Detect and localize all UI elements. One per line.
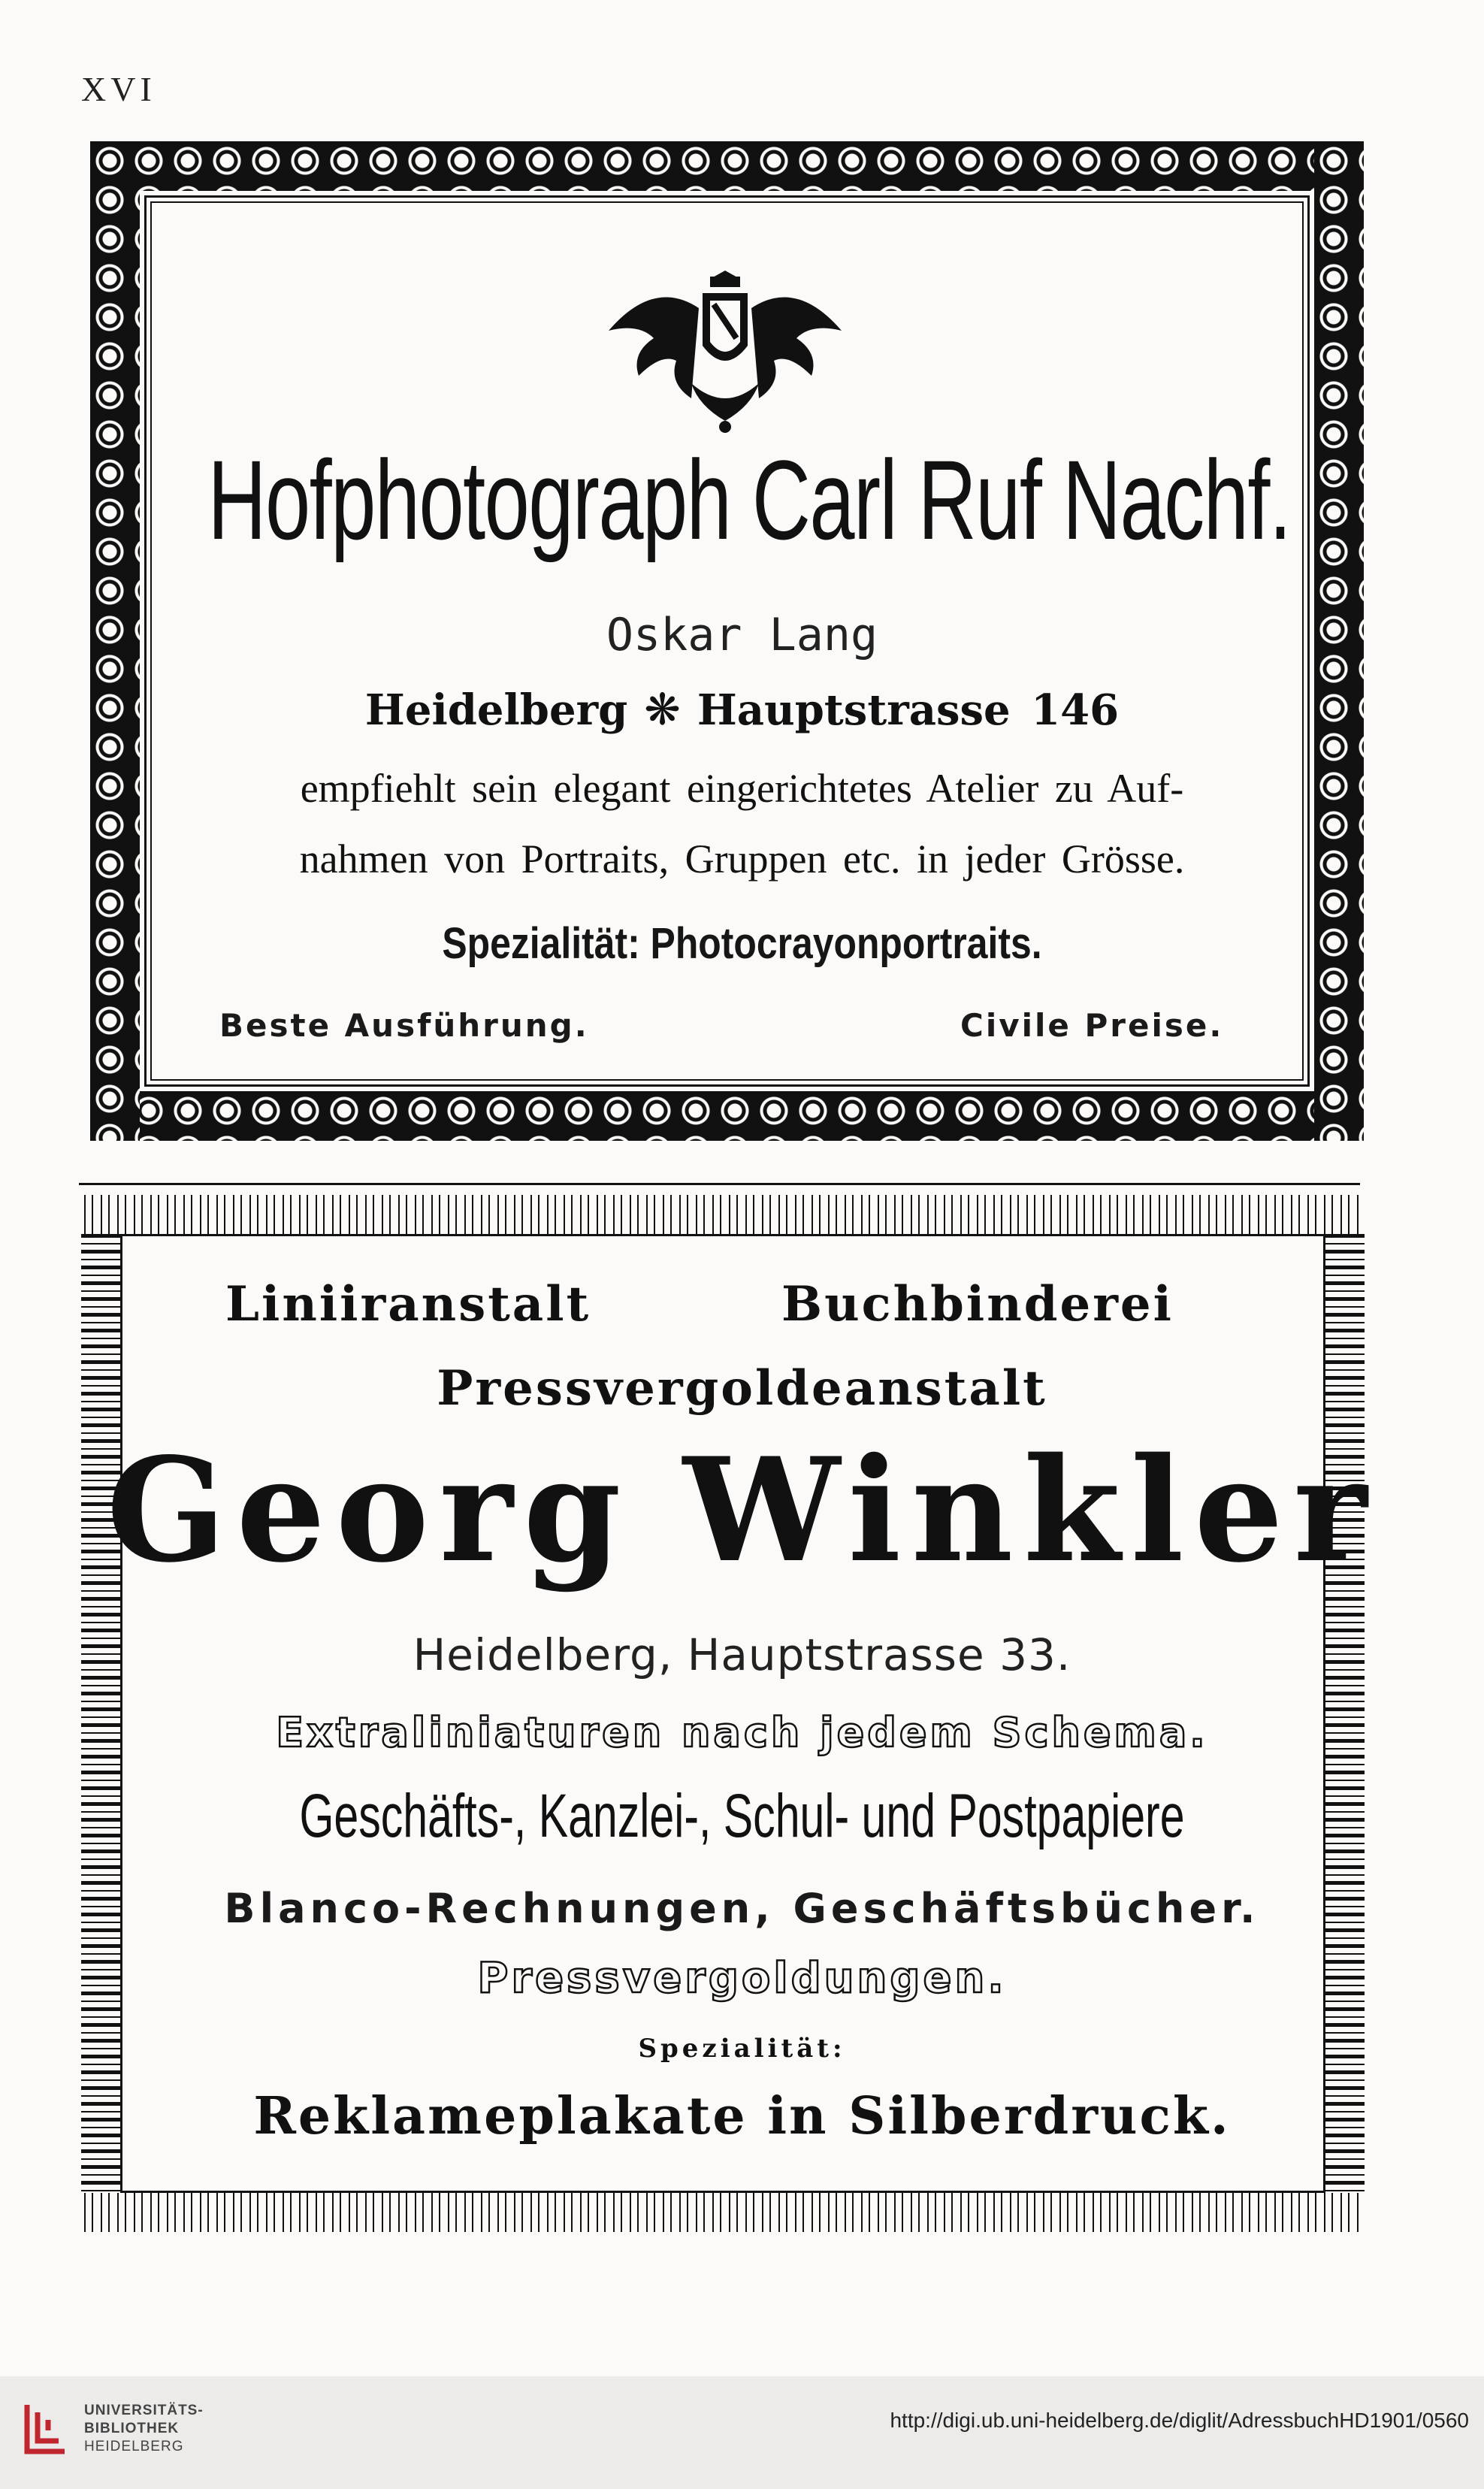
coat-of-arms-icon (601, 256, 849, 436)
library-name-line-3: HEIDELBERG (84, 2439, 184, 2454)
quality-note: Beste Ausführung. (219, 1007, 589, 1044)
photographer-title: Hofphotograph Carl Ruf Nachf. (207, 437, 1291, 563)
owner-name: Oskar Lang (606, 609, 878, 661)
gilding-line: Pressvergoldungen. (477, 1954, 1007, 2003)
extra-rulings-line: Extraliniaturen nach jedem Schema. (276, 1709, 1208, 1756)
price-note: Civile Preise. (960, 1007, 1224, 1044)
service-gilding: Pressvergoldeanstalt (437, 1360, 1047, 1417)
business-name (15, 1426, 1470, 1594)
specialty-label: Spezialität: (638, 2034, 846, 2064)
library-footer (0, 2376, 1484, 2489)
ornamental-border-bottom (90, 1091, 1364, 1141)
ornamental-border-top (81, 1195, 1365, 1236)
bookbinder-specialty: Reklameplakate in Silberdruck. (253, 2086, 1231, 2146)
ornamental-border-bottom (81, 2191, 1365, 2232)
street: Hauptstrasse 146 (697, 685, 1120, 735)
page-number: XVI (81, 70, 156, 108)
library-name-line-1: UNIVERSITÄTS- (84, 2403, 204, 2418)
library-name-line-2: BIBLIOTHEK (84, 2421, 180, 2436)
invoices-line: Blanco-Rechnungen, Geschäftsbücher. (224, 1885, 1260, 1932)
description-line-1: empfiehlt sein elegant eingerichtetes Atelier zu Auf- (300, 766, 1184, 811)
ornament-icon: ❋ (644, 684, 681, 735)
service-bookbinding: Buchbinderei (781, 1276, 1174, 1332)
source-url-link[interactable]: http://digi.ub.uni-heidelberg.de/diglit/AdressbuchHD1901/0560 (890, 2409, 1469, 2432)
business-last-name: Winkler (682, 1426, 1378, 1594)
city: Heidelberg (364, 685, 628, 735)
description-line-2: nahmen von Portraits, Gruppen etc. in jeder Grösse. (299, 836, 1185, 882)
ornamental-border-top (90, 141, 1364, 191)
service-ruling: Liniiranstalt (225, 1276, 591, 1332)
business-first-name: Georg (106, 1426, 632, 1594)
papers-line: Geschäfts-, Kanzlei-, Schul- und Postpapiere (299, 1782, 1185, 1850)
photographer-address (0, 684, 1484, 735)
library-name (84, 2402, 204, 2456)
bookbinder-address: Heidelberg, Hauptstrasse 33. (413, 1629, 1071, 1680)
divider-rule (79, 1183, 1360, 1185)
library-logo-icon (17, 2396, 75, 2465)
photographer-specialty: Spezialität: Photocrayonportraits. (442, 919, 1042, 968)
